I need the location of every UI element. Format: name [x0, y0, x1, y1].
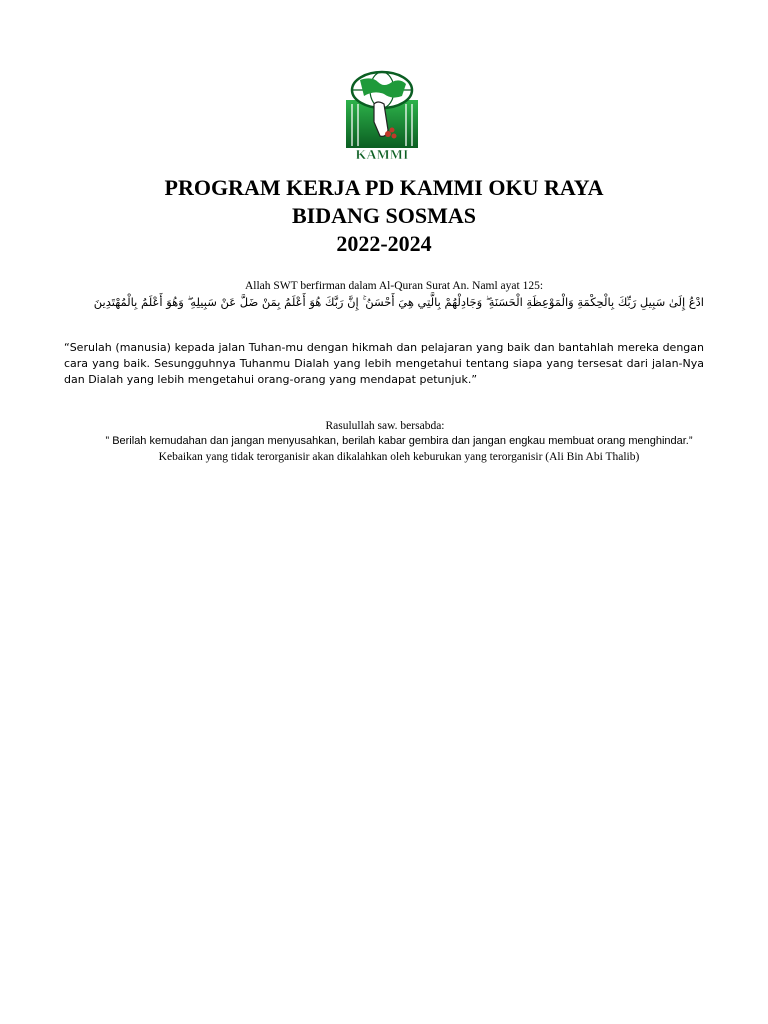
ali-quote: Kebaikan yang tidak terorganisir akan dikalahkan oleh keburukan yang terorganisir (Ali Bin Abi Thalib)	[158, 451, 640, 463]
quran-intro: Allah SWT berfirman dalam Al-Quran Surat An. Naml ayat 125:	[244, 280, 544, 292]
hadith-text: ” Berilah kemudahan dan jangan menyusahkan, berilah kabar gembira dan jangan engkau membuat orang menghindar.”	[105, 435, 693, 447]
hadith-intro: Rasulullah saw. bersabda:	[325, 420, 445, 432]
kammi-logo-graphic	[344, 70, 420, 162]
title-line-3: 2022-2024	[336, 231, 432, 256]
svg-text:KAMMI: KAMMI	[355, 148, 409, 162]
document-title	[0, 174, 768, 258]
quran-translation: “Serulah (manusia) kepada jalan Tuhan-mu dengan hikmah dan pelajaran yang baik dan bantahlah mereka dengan cara yang baik. Sesungguhnya Tuhanmu Dialah yang lebih mengetahui tentang siapa yang tersesat dari jalan-Nya dan Dialah yang lebih mengetahui orang-orang yang mendapat petunjuk.”	[64, 341, 704, 386]
title-line-2: BIDANG SOSMAS	[292, 203, 476, 228]
kammi-logo	[344, 70, 420, 162]
title-line-1: PROGRAM KERJA PD KAMMI OKU RAYA	[164, 175, 604, 200]
quran-arabic-verse: ادْعُ إِلَىٰ سَبِيلِ رَبِّكَ بِالْحِكْمَةِ وَالْمَوْعِظَةِ الْحَسَنَةِ ۖ وَجَادِلْهُمْ بِالَّتِي هِيَ أَحْسَنُ ۚ إِنَّ رَبَّكَ هُوَ أَعْلَمُ بِمَنْ ضَلَّ عَنْ سَبِيلِهِ ۖ وَهُوَ أَعْلَمُ بِالْمُهْتَدِينَ	[93, 295, 704, 309]
